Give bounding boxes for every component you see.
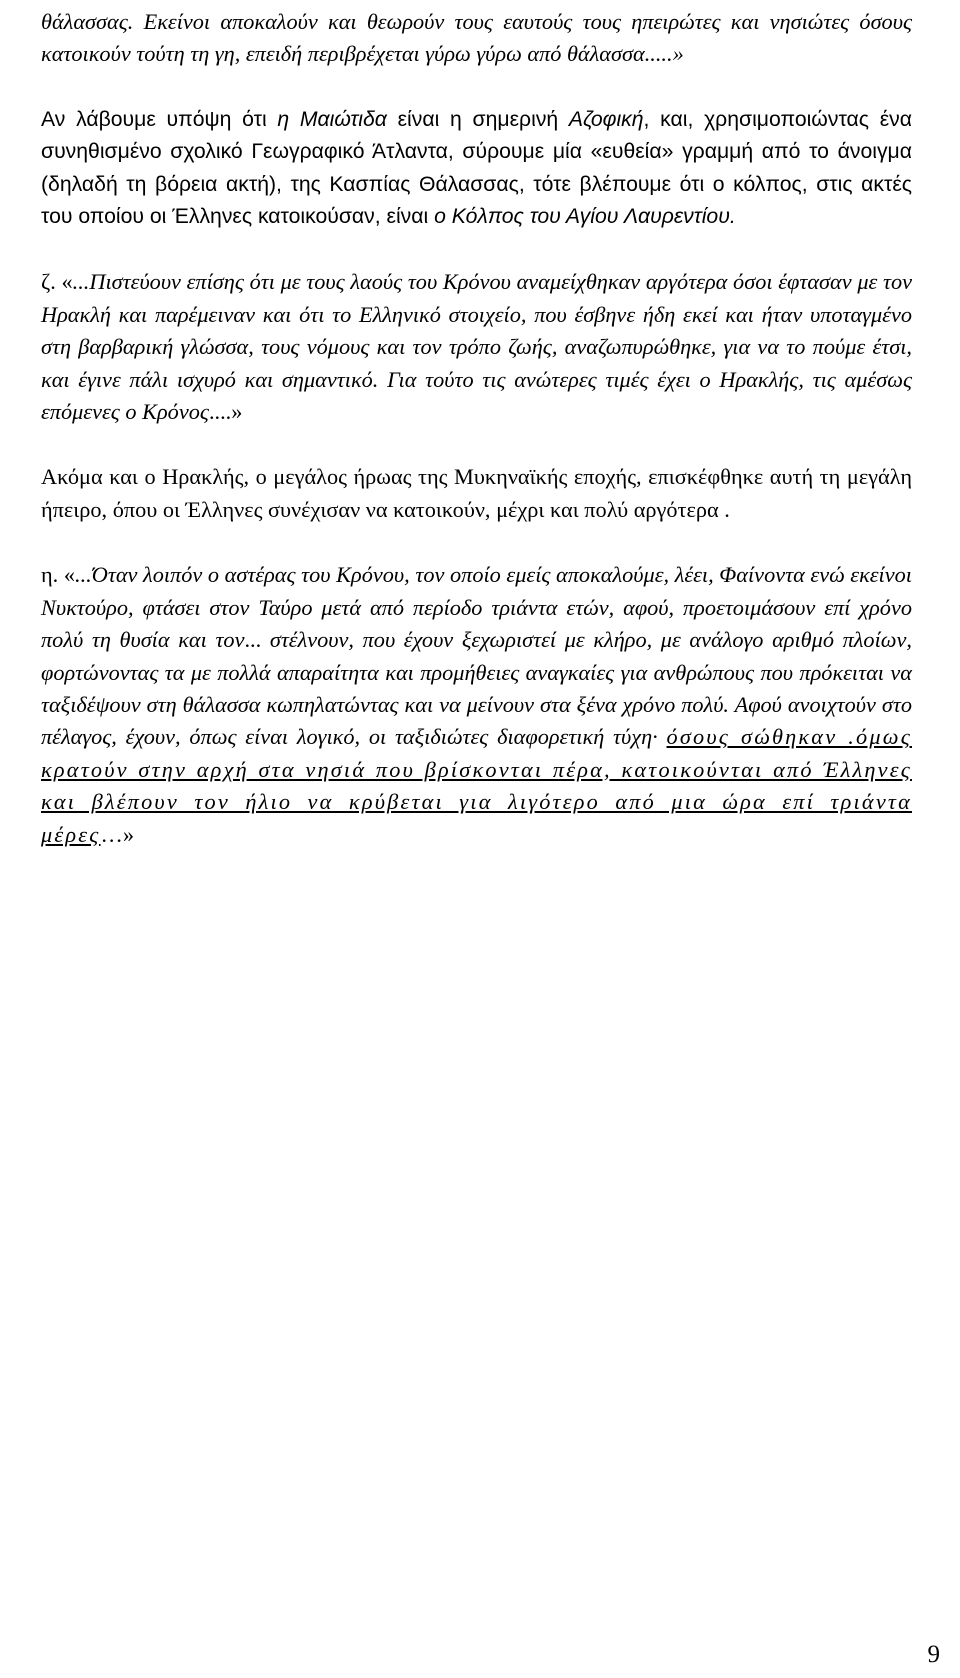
paragraph-quote-zeta (41, 266, 912, 428)
text-run: Αν λάβουμε υπόψη ότι (41, 107, 278, 131)
italic-gulf-st-lawrence: ο Κόλπος του Αγίου Λαυρεντίου. (434, 205, 736, 229)
paragraph-gap (41, 526, 912, 559)
paragraph-heracles (41, 461, 912, 526)
page-number: 9 (927, 1641, 940, 1668)
paragraph-quote-continuation (41, 6, 912, 71)
quote-eta-text: ...Όταν λοιπόν ο αστέρας του Κρόνου, τον οποίο εμείς αποκαλούμε, λέει, Φαίνοντα ενώ εκείνοι Νυκτούρο, φτάσει στον Ταύρο μετά από περίοδο τριάντα ετών, αφού, προετοιμάσουν επί χρόνο πολύ τη θυσία και τον (41, 562, 912, 653)
ellipsis: ... (244, 627, 270, 653)
quote-zeta-text: ...Πιστεύουν επίσης ότι με τους λαούς του Κρόνου αναμείχθηκαν αργότερα όσοι έφτασαν με τον Ηρακλή και παρέμειναν και ότι το Ελληνικό στοιχείο, που έσβηνε ήδη εκεί και ήταν υποταγμένο στη βαρβαρική γλώσσα, τους νόμους και τον τρόπο ζωής, αναζωπυρώθηκε, για να το πούμε έτσι, και έγινε πάλι ισχυρό και σημαντικό. Για τούτο τις ανώτερες τιμές έχει ο Ηρακλής, τις αμέσως επόμενες ο Κρόνος (41, 269, 913, 425)
text-run: είναι η σημερινή (386, 107, 569, 131)
quote-marker: η. « (41, 562, 76, 588)
quote-marker: ζ. « (41, 269, 73, 295)
paragraph-gap (41, 233, 912, 266)
underlined-passage: όσους σώθηκαν .όμως κρατούν στην αρχή στα νησιά που βρίσκονται πέρα, κατοικούνται από Έλληνες και βλέπουν τον ήλιο να κρύβεται για λιγότερο από μια ώρα επί τριάντα μέρες (41, 724, 912, 847)
paragraph-quote-eta (41, 559, 912, 851)
document-page (41, 6, 912, 851)
quote-end: ....» (208, 399, 243, 425)
paragraph-azov-analysis (41, 104, 912, 234)
italic-maiotis: η Μαιώτιδα (277, 107, 387, 131)
italic-azov: Αζοφική (568, 107, 644, 131)
heracles-text: Ακόμα και ο Ηρακλής, ο μεγάλος ήρωας της Μυκηναϊκής εποχής, επισκέφθηκε αυτή τη μεγάλη ήπειρο, όπου οι Έλληνες συνέχισαν να κατοικούν, μέχρι και πολύ αργότερα . (41, 464, 912, 522)
paragraph-gap (41, 428, 912, 461)
quote-eta-text-continued: στέλνουν, που έχουν ξεχωριστεί με κλήρο, με ανάλογο αριθμό πλοίων, φορτώνοντας τα με πολλά απαραίτητα και προμήθειες αναγκαίες για ανθρώπους που πρόκειται να ταξιδέψουν στη θάλασσα κωπηλατώντας και να μείνουν στα ξένα χρόνο πολύ. Αφού ανοιχτούν στο πέλαγος, έχουν, όπως είναι λογικό, οι ταξιδιώτες διαφορετική τύχη· (41, 627, 912, 750)
text-run: , και, χρησιμοποιώντας ένα συνηθισμένο σχολικό Γεωγραφικό Άτλαντα, σύρουμε μία «ευθεία» γραμμή από το άνοιγμα (δηλαδή τη βόρεια ακτή), της Κασπίας Θάλασσας, τότε βλέπουμε ότι ο κόλπος, στις ακτές του οποίου οι Έλληνες κατοικούσαν, είναι (41, 107, 912, 229)
quote-continuation-text: θάλασσας. Εκείνοι αποκαλούν και θεωρούν τους εαυτούς τους ηπειρώτες και νησιώτες όσους κατοικούν τούτη τη γη, επειδή περιβρέχεται γύρω γύρω από θάλασσα.....» (41, 9, 912, 67)
quote-end: …» (100, 821, 134, 847)
paragraph-gap (41, 71, 912, 104)
